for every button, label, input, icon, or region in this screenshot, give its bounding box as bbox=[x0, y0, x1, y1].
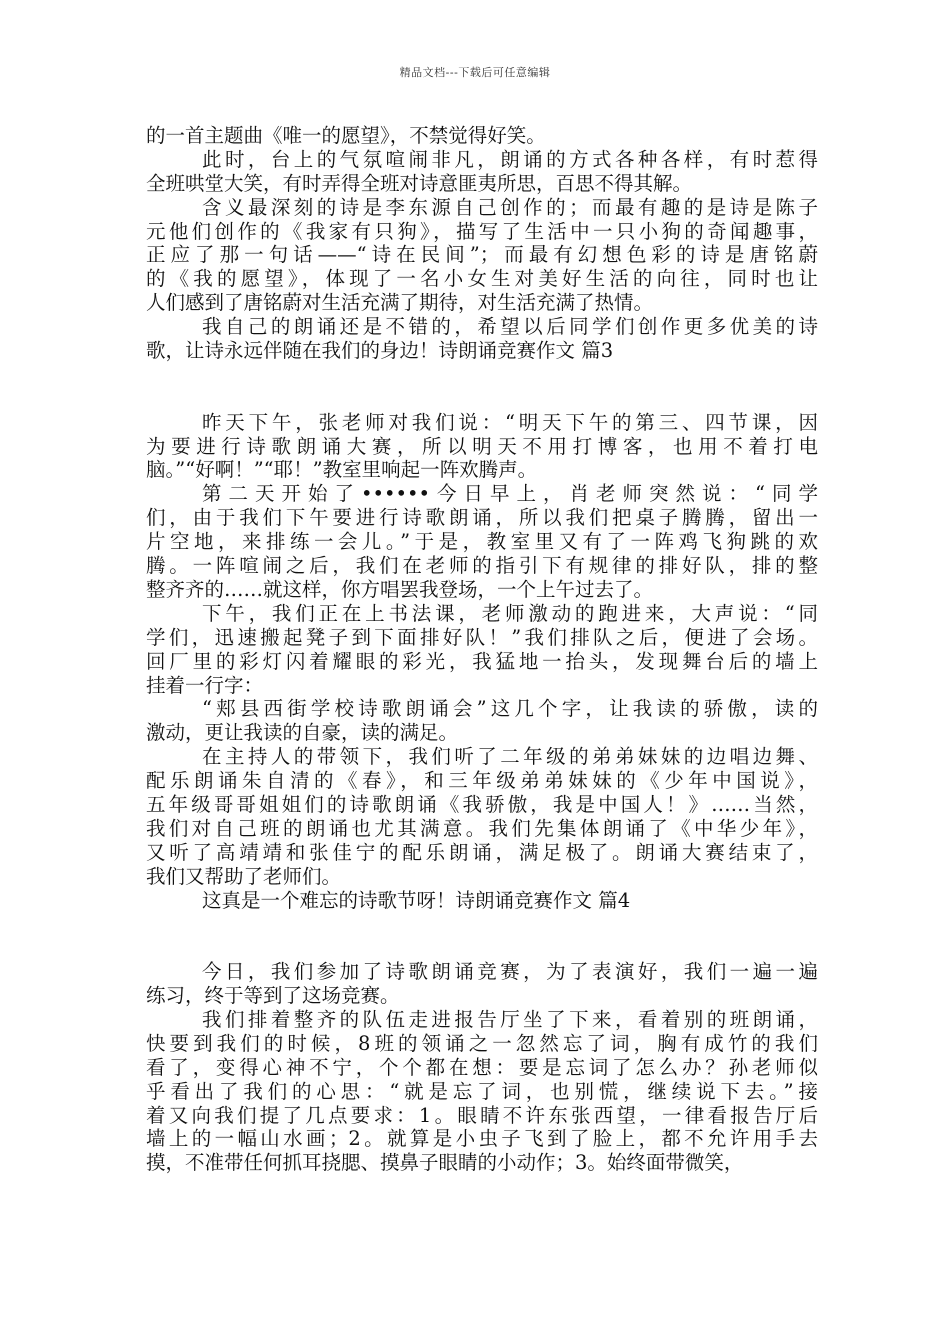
text-line: 人们感到了唐铭蔚对生活充满了期待，对生活充满了热情。 bbox=[146, 291, 654, 315]
text-line: 练习，终于等到了这场竞赛。 bbox=[146, 984, 400, 1008]
text-line: 腾。一阵喧闹之后，我们在老师的指引下有规律的排好队，排的整 bbox=[146, 554, 818, 578]
paragraph bbox=[146, 124, 818, 148]
page-header: 精品文档---下载后可任意编辑 bbox=[399, 66, 551, 79]
text-line: 歌，让诗永远伴随在我们的身边！诗朗诵竞赛作文 篇3 bbox=[146, 339, 614, 363]
paragraph bbox=[146, 960, 818, 1008]
paragraph bbox=[146, 482, 818, 601]
text-line: 整齐齐的……就这样，你方唱罢我登场，一个上午过去了。 bbox=[146, 577, 654, 601]
section-gap bbox=[146, 912, 818, 960]
section-gap bbox=[146, 363, 818, 411]
paragraph bbox=[146, 889, 818, 913]
paragraph bbox=[146, 148, 818, 196]
text-line: 着又向我们提了几点要求：1。眼睛不许东张西望，一律看报告厅后 bbox=[146, 1103, 818, 1127]
text-line: 全班哄堂大笑，有时弄得全班对诗意匪夷所思，百思不得其解。 bbox=[146, 171, 693, 195]
text-line: 片空地，来排练一会儿。”于是，教室里又有了一阵鸡飞狗跳的欢 bbox=[146, 530, 818, 554]
text-line: 含义最深刻的诗是李东源自己创作的；而最有趣的是诗是陈子 bbox=[202, 195, 818, 219]
text-line: 昨天下午，张老师对我们说：“明天下午的第三、四节课，因 bbox=[202, 410, 818, 434]
paragraph bbox=[146, 602, 818, 698]
text-line: 挂着一行字： bbox=[146, 673, 264, 697]
text-line: 墙上的一幅山水画；2。就算是小虫子飞到了脸上，都不允许用手去 bbox=[146, 1127, 818, 1151]
paragraph bbox=[146, 196, 818, 315]
text-line: 看了，变得心神不宁，个个都在想：要是忘词了怎么办？孙老师似 bbox=[146, 1055, 818, 1079]
paragraph bbox=[146, 745, 818, 888]
text-line: 我自己的朗诵还是不错的，希望以后同学们创作更多优美的诗 bbox=[202, 315, 818, 339]
text-line: 脑。”“好啊！”“耶！”教室里响起一阵欢腾声。 bbox=[146, 458, 538, 482]
document-body bbox=[146, 124, 818, 1175]
text-line: 摸，不准带任何抓耳挠腮、摸鼻子眼睛的小动作；3。始终面带微笑， bbox=[146, 1151, 744, 1175]
text-line: “郏县西街学校诗歌朗诵会”这几个字，让我读的骄傲，读的 bbox=[202, 697, 818, 721]
text-line: 为要进行诗歌朗诵大赛，所以明天不用打博客，也用不着打电 bbox=[146, 434, 818, 458]
text-line: 激动，更让我读的自豪，读的满足。 bbox=[146, 721, 459, 745]
text-line: 回厂里的彩灯闪着耀眼的彩光，我猛地一抬头，发现舞台后的墙上 bbox=[146, 649, 818, 673]
text-line: 这真是一个难忘的诗歌节呀！诗朗诵竞赛作文 篇4 bbox=[202, 888, 631, 912]
text-line: 在主持人的带领下，我们听了二年级的弟弟妹妹的边唱边舞、 bbox=[202, 745, 818, 769]
text-line: 又听了高靖靖和张佳宁的配乐朗诵，满足极了。朗诵大赛结束了， bbox=[146, 840, 818, 864]
paragraph bbox=[146, 1008, 818, 1175]
text-line: 乎看出了我们的心思：“就是忘了词，也别慌，继续说下去。”接 bbox=[146, 1079, 818, 1103]
text-line: 我们对自己班的朗诵也尤其满意。我们先集体朗诵了《中华少年》， bbox=[146, 816, 818, 840]
text-line: 学们，迅速搬起凳子到下面排好队！”我们排队之后，便进了会场。 bbox=[146, 625, 818, 649]
paragraph bbox=[146, 697, 818, 745]
text-line: 今日，我们参加了诗歌朗诵竞赛，为了表演好，我们一遍一遍 bbox=[202, 960, 818, 984]
text-line: 此时，台上的气氛喧闹非凡，朗诵的方式各种各样，有时惹得 bbox=[202, 147, 818, 171]
text-line: 第二天开始了••••••今日早上，肖老师突然说：“同学 bbox=[202, 482, 818, 506]
text-line: 元他们创作的《我家有只狗》，描写了生活中一只小狗的奇闻趣事， bbox=[146, 219, 818, 243]
text-line: 正应了那一句话——“诗在民间”；而最有幻想色彩的诗是唐铭蔚 bbox=[146, 243, 818, 267]
paragraph bbox=[146, 411, 818, 483]
text-line: 配乐朗诵朱自清的《春》，和三年级弟弟妹妹的《少年中国说》， bbox=[146, 769, 818, 793]
text-line: 们，由于我们下午要进行诗歌朗诵，所以我们把桌子腾腾，留出一 bbox=[146, 506, 818, 530]
text-line: 的《我的愿望》，体现了一名小女生对美好生活的向往，同时也让 bbox=[146, 267, 818, 291]
text-line: 的一首主题曲《唯一的愿望》，不禁觉得好笑。 bbox=[146, 124, 546, 147]
text-line: 我们排着整齐的队伍走进报告厅坐了下来，看着别的班朗诵， bbox=[202, 1007, 818, 1031]
text-line: 下午，我们正在上书法课，老师激动的跑进来，大声说：“同 bbox=[202, 601, 818, 625]
text-line: 快要到我们的时候，8班的领诵之一忽然忘了词，胸有成竹的我们 bbox=[146, 1031, 818, 1055]
paragraph bbox=[146, 315, 818, 363]
text-line: 我们又帮助了老师们。 bbox=[146, 864, 342, 888]
text-line: 五年级哥哥姐姐们的诗歌朗诵《我骄傲，我是中国人！》……当然， bbox=[146, 792, 818, 816]
